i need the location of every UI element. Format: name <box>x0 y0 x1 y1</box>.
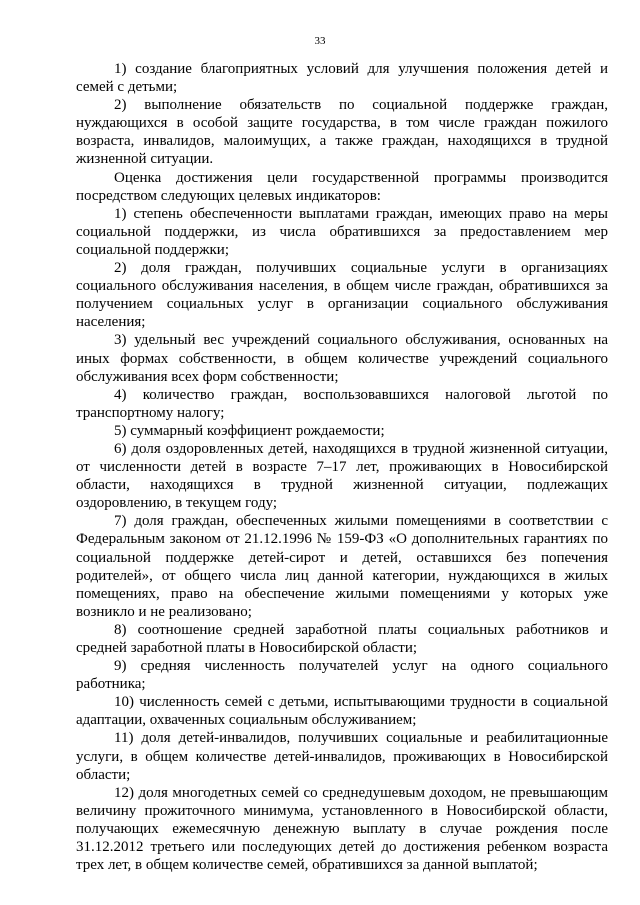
indicator-11: 11) доля детей-инвалидов, получивших социальные и реабилитационные услуги, в общем количестве детей-инвалидов, проживающих в Новосибирской области; <box>76 730 608 783</box>
indicator-10: 10) численность семей с детьми, испытывающими трудности в социальной адаптации, охваченных социальным обслуживанием; <box>76 694 608 729</box>
indicator-12: 12) доля многодетных семей со среднедушевым доходом, не превышающим величину прожиточного минимума, установленного в Новосибирской области, получающих ежемесячную денежную выплату в случае рождения после 31.12.2012 третьего или последующих детей до достижения ребенком возраста трех лет, в общем количестве семей, обратившихся за данной выплатой; <box>76 784 608 874</box>
indicator-2: 2) доля граждан, получивших социальные услуги в организациях социального обслуживания населения, в общем числе граждан, обратившихся за получением социальных услуг в организации социального обслуживания населения; <box>76 260 608 331</box>
page-number: 33 <box>314 35 326 47</box>
paragraph-goal-2: 2) выполнение обязательств по социальной поддержке граждан, нуждающихся в особой защите государства, в том числе граждан пожилого возраста, инвалидов, малоимущих, а также граждан, находящихся в трудной жизненной ситуации. <box>76 97 608 168</box>
paragraph-goal-1: 1) создание благоприятных условий для улучшения положения детей и семей с детьми; <box>76 61 608 96</box>
indicator-4: 4) количество граждан, воспользовавшихся налоговой льготой по транспортному налогу; <box>76 386 608 421</box>
indicator-6: 6) доля оздоровленных детей, находящихся в трудной жизненной ситуации, от численности детей в возрасте 7–17 лет, проживающих в Новосибирской области, находящихся в трудной жизненной ситуации, подлежащих оздоровлению, в текущем году; <box>76 440 608 512</box>
indicator-7: 7) доля граждан, обеспеченных жилыми помещениями в соответствии с Федеральным законом от 21.12.1996 № 159-ФЗ «О дополнительных гарантиях по социальной поддержке детей-сирот и детей, оставшихся без попечения родителей», от общего числа лиц данной категории, нуждающихся в жилых помещениях, право на обеспечение жилыми помещениями у которых уже возникло и не реализовано; <box>76 513 608 620</box>
indicator-5: 5) суммарный коэффициент рождаемости; <box>114 422 385 439</box>
document-body <box>76 60 608 874</box>
indicator-8: 8) соотношение средней заработной платы социальных работников и средней заработной платы в Новосибирской области; <box>76 621 608 656</box>
indicator-3: 3) удельный вес учреждений социального обслуживания, основанных на иных формах собственности, в общем количестве учреждений социального обслуживания всех форм собственности; <box>76 332 608 385</box>
indicator-9: 9) средняя численность получателей услуг на одного социального работника; <box>76 658 608 693</box>
paragraph-indicators-intro: Оценка достижения цели государственной программы производится посредством следующих целевых индикаторов: <box>76 169 608 204</box>
indicator-1: 1) степень обеспеченности выплатами граждан, имеющих право на меры социальной поддержки, из числа обратившихся за предоставлением мер социальной поддержки; <box>76 205 608 258</box>
